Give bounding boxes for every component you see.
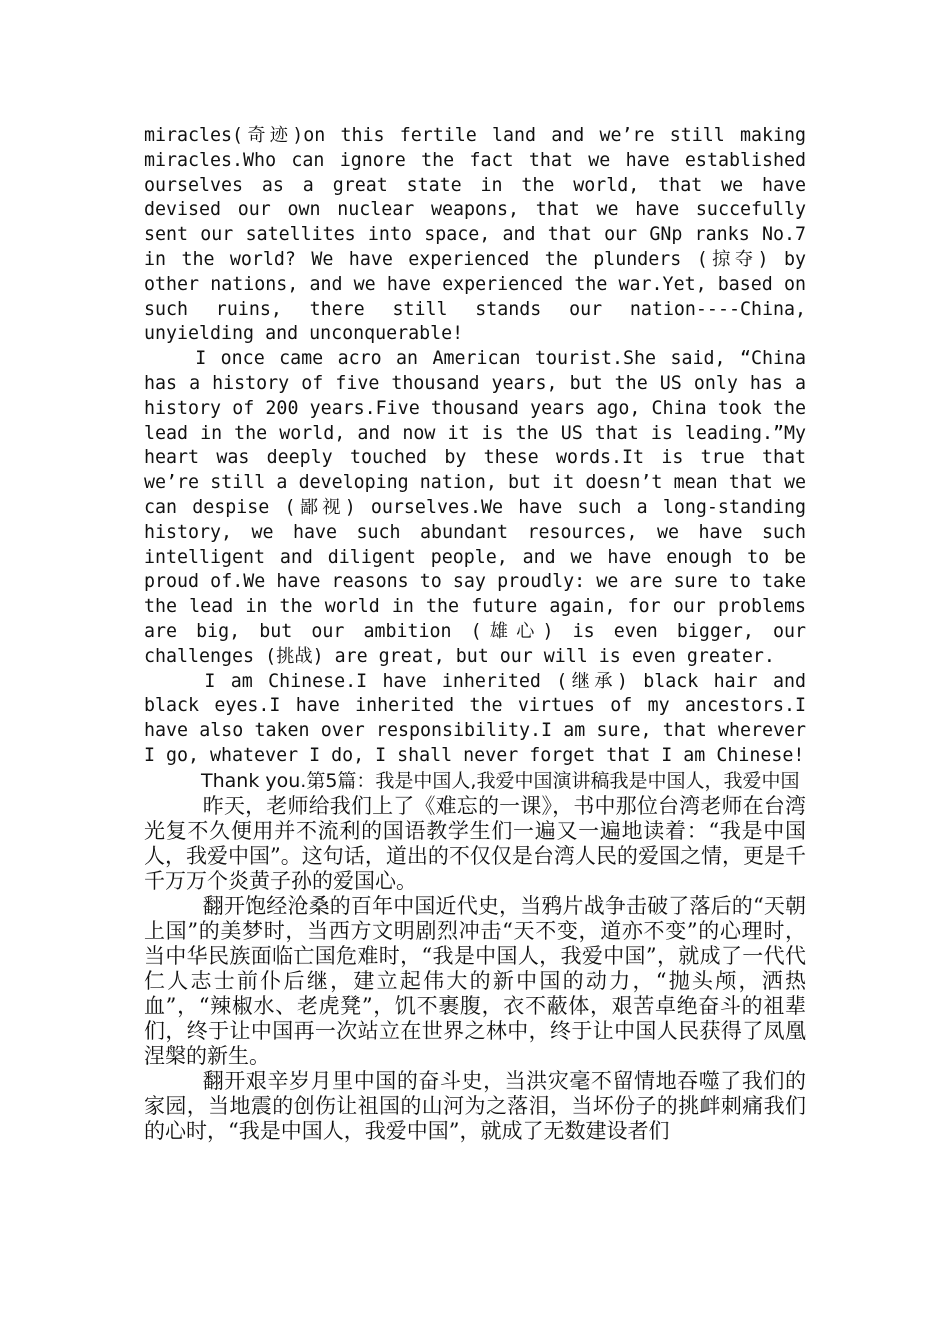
paragraph-struggle-history: 翻开艰辛岁月里中国的奋斗史，当洪灾毫不留情地吞噬了我们的家园，当地震的创伤让祖国的山河为之落泪，当坏份子的挑衅刺痛我们的心时，“我是中国人，我爱中国”，就成了无数建设者们 <box>144 1068 806 1143</box>
document-page <box>144 124 806 1144</box>
paragraph-american-tourist: I once came acro an American tourist.She said, “China has a history of five thousand years, but the US only has a history of 200 years.Five thousand years ago, China took the lead in the world, and now it is the US that is leading.”My heart was deeply touched by these words.It is true that we’re still a developing nation, but it doesn’t mean that we can despise (鄙视) ourselves.We have such a long-standing history, we have such abundant resources, we have such intelligent and diligent people, and we have enough to be proud of.We have reasons to say proudly: we are sure to take the lead in the world in the future again, for our problems are big, but our ambition (雄心) is even bigger, our challenges (挑战) are great, but our will is even greater. <box>144 348 806 667</box>
paragraph-taiwan-lesson: 昨天，老师给我们上了《难忘的一课》，书中那位台湾老师在台湾光复不久便用并不流利的国语教学生们一遍又一遍地读着：“我是中国人，我爱中国”。这句话，道出的不仅仅是台湾人民的爱国之情，更是千千万万个炎黄子孙的爱国心。 <box>144 793 806 893</box>
paragraph-miracles: miracles(奇迹)on this fertile land and we’re still making miracles.Who can ignore the fact that we have established ourselves as a great state in the world, that we have devised our own nuclear weapons, that we have succefully sent our satellites into space, and that our GNp ranks No.7 in the world? We have experienced the plunders (掠夺) by other nations, and we have experienced the war.Yet, based on such ruins, there still stands our nation----China, unyielding and unconquerable! <box>144 125 806 345</box>
paragraph-modern-history: 翻开饱经沧桑的百年中国近代史，当鸦片战争击破了落后的“天朝上国”的美梦时，当西方文明剧烈冲击“天不变，道亦不变”的心理时，当中华民族面临亡国危难时，“我是中国人，我爱中国”，就成了一代代仁人志士前仆后继，建立起伟大的新中国的动力，“抛头颅，洒热血”，“辣椒水、老虎凳”，饥不裹腹，衣不蔽体，艰苦卓绝奋斗的祖辈们，终于让中国再一次站立在世界之林中，终于让中国人民获得了凤凰涅槃的新生。 <box>144 893 806 1068</box>
paragraph-thank-you-heading: Thank you.第5篇：我是中国人,我爱中国演讲稿我是中国人，我爱中国 <box>201 769 800 792</box>
paragraph-i-am-chinese: I am Chinese.I have inherited (继承) black hair and black eyes.I have inherited the virtues of my ancestors.I have also taken over responsibility.I am sure, that wherever I go, whatever I do, I shall never forget that I am Chinese! <box>144 670 806 766</box>
